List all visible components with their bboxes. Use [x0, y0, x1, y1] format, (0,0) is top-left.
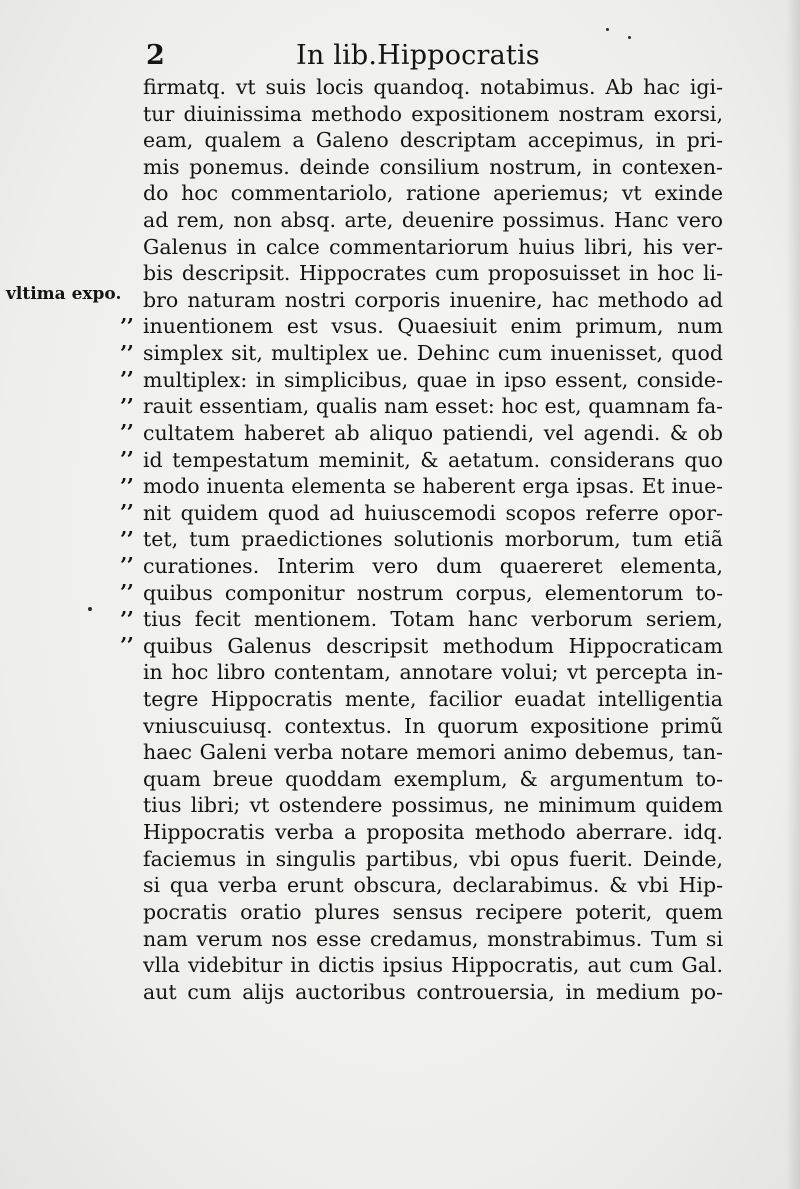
quote-mark: ,, [120, 596, 134, 619]
text-line: nit quidem quod ad huiuscemodi scopos referre opor- [143, 500, 723, 525]
text-line: vlla videbitur in dictis ipsius Hippocratis, aut cum Gal. [143, 953, 723, 978]
ink-speck [88, 607, 92, 611]
running-title: In lib.Hippocratis [296, 40, 540, 71]
text-line: firmatq. vt suis locis quandoq. notabimus. Ab hac igi- [143, 75, 723, 99]
text-line: mis ponemus. deinde consilium nostrum, in contexen- [143, 154, 723, 179]
text-line: quibus Galenus descripsit methodum Hippocraticam [143, 633, 723, 658]
ink-speck [628, 36, 631, 39]
marginal-note: vltima expo. [6, 284, 122, 304]
quote-mark: ,, [120, 490, 134, 513]
quote-mark: ,, [120, 304, 134, 326]
text-line: do hoc commentariolo, ratione aperiemus; vt exinde [143, 181, 723, 206]
page-number: 2 [146, 40, 165, 71]
text-line: rauit essentiam, qualis nam esset: hoc est, quamnam fa- [143, 394, 723, 419]
quote-mark: ,, [120, 330, 134, 353]
body-text [143, 74, 723, 1005]
text-line: multiplex: in simplicibus, quae in ipso essent, conside- [143, 367, 723, 392]
text-line: bis descripsit. Hippocrates cum proposuisset in hoc li- [143, 261, 723, 286]
text-line: si qua verba erunt obscura, declarabimus. & vbi Hip- [143, 873, 723, 898]
page-header [0, 40, 800, 72]
text-line: ad rem, non absq. arte, deuenire possimus. Hanc vero [143, 208, 723, 233]
quote-mark: ,, [120, 516, 134, 539]
marginal-quote-marks [104, 302, 134, 648]
text-line: eam, qualem a Galeno descriptam accepimus, in pri- [143, 128, 723, 153]
text-line: quibus componitur nostrum corpus, elementorum to- [143, 580, 723, 605]
text-line: tius libri; vt ostendere possimus, ne minimum quidem [143, 793, 723, 818]
quote-mark: ,, [120, 543, 134, 566]
text-line: vniuscuiusq. contextus. In quorum expositione primũ [143, 713, 723, 738]
quote-mark: ,, [120, 437, 134, 460]
text-line: curationes. Interim vero dum quaereret elementa, [143, 553, 723, 578]
text-line: Hippocratis verba a proposita methodo aberrare. idq. [143, 820, 723, 845]
quote-mark: ,, [120, 463, 134, 486]
text-line: bro naturam nostri corporis inuenire, hac methodo ad [143, 287, 723, 312]
text-line: pocratis oratio plures sensus recipere poterit, quem [143, 899, 723, 924]
text-line: haec Galeni verba notare memori animo debemus, tan- [143, 740, 723, 765]
text-line: tius fecit mentionem. Totam hanc verborum seriem, [143, 607, 723, 632]
text-line: aut cum alijs auctoribus controuersia, in medium po- [143, 979, 723, 1004]
ink-speck [606, 28, 609, 31]
quote-mark: ,, [120, 623, 134, 646]
quote-mark: ,, [120, 357, 134, 380]
text-line: cultatem haberet ab aliquo patiendi, vel agendi. & ob [143, 420, 723, 445]
text-line: modo inuenta elementa se haberent erga ipsas. Et inue- [143, 474, 723, 499]
quote-mark: ,, [120, 570, 134, 593]
text-line: tur diuinissima methodo expositionem nostram exorsi, [143, 101, 723, 126]
text-line: in hoc libro contentam, annotare volui; vt percepta in- [143, 660, 723, 685]
text-line: inuentionem est vsus. Quaesiuit enim primum, num [143, 314, 723, 339]
text-line: id tempestatum meminit, & aetatum. considerans quo [143, 447, 723, 472]
text-line: simplex sit, multiplex ue. Dehinc cum inuenisset, quod [143, 341, 723, 366]
quote-mark: ,, [120, 410, 134, 433]
text-line: faciemus in singulis partibus, vbi opus fuerit. Deinde, [143, 846, 723, 871]
text-line: tegre Hippocratis mente, facilior euadat intelligentia [143, 687, 723, 712]
text-line: quam breue quoddam exemplum, & argumentum to- [143, 766, 723, 791]
text-line: Galenus in calce commentariorum huius libri, his ver- [143, 234, 723, 259]
quote-mark: ,, [120, 383, 134, 406]
page-edge-shadow [786, 0, 800, 1189]
text-line: nam verum nos esse credamus, monstrabimus. Tum si [143, 926, 723, 951]
text-line: tet, tum praedictiones solutionis morborum, tum etiã [143, 527, 723, 552]
